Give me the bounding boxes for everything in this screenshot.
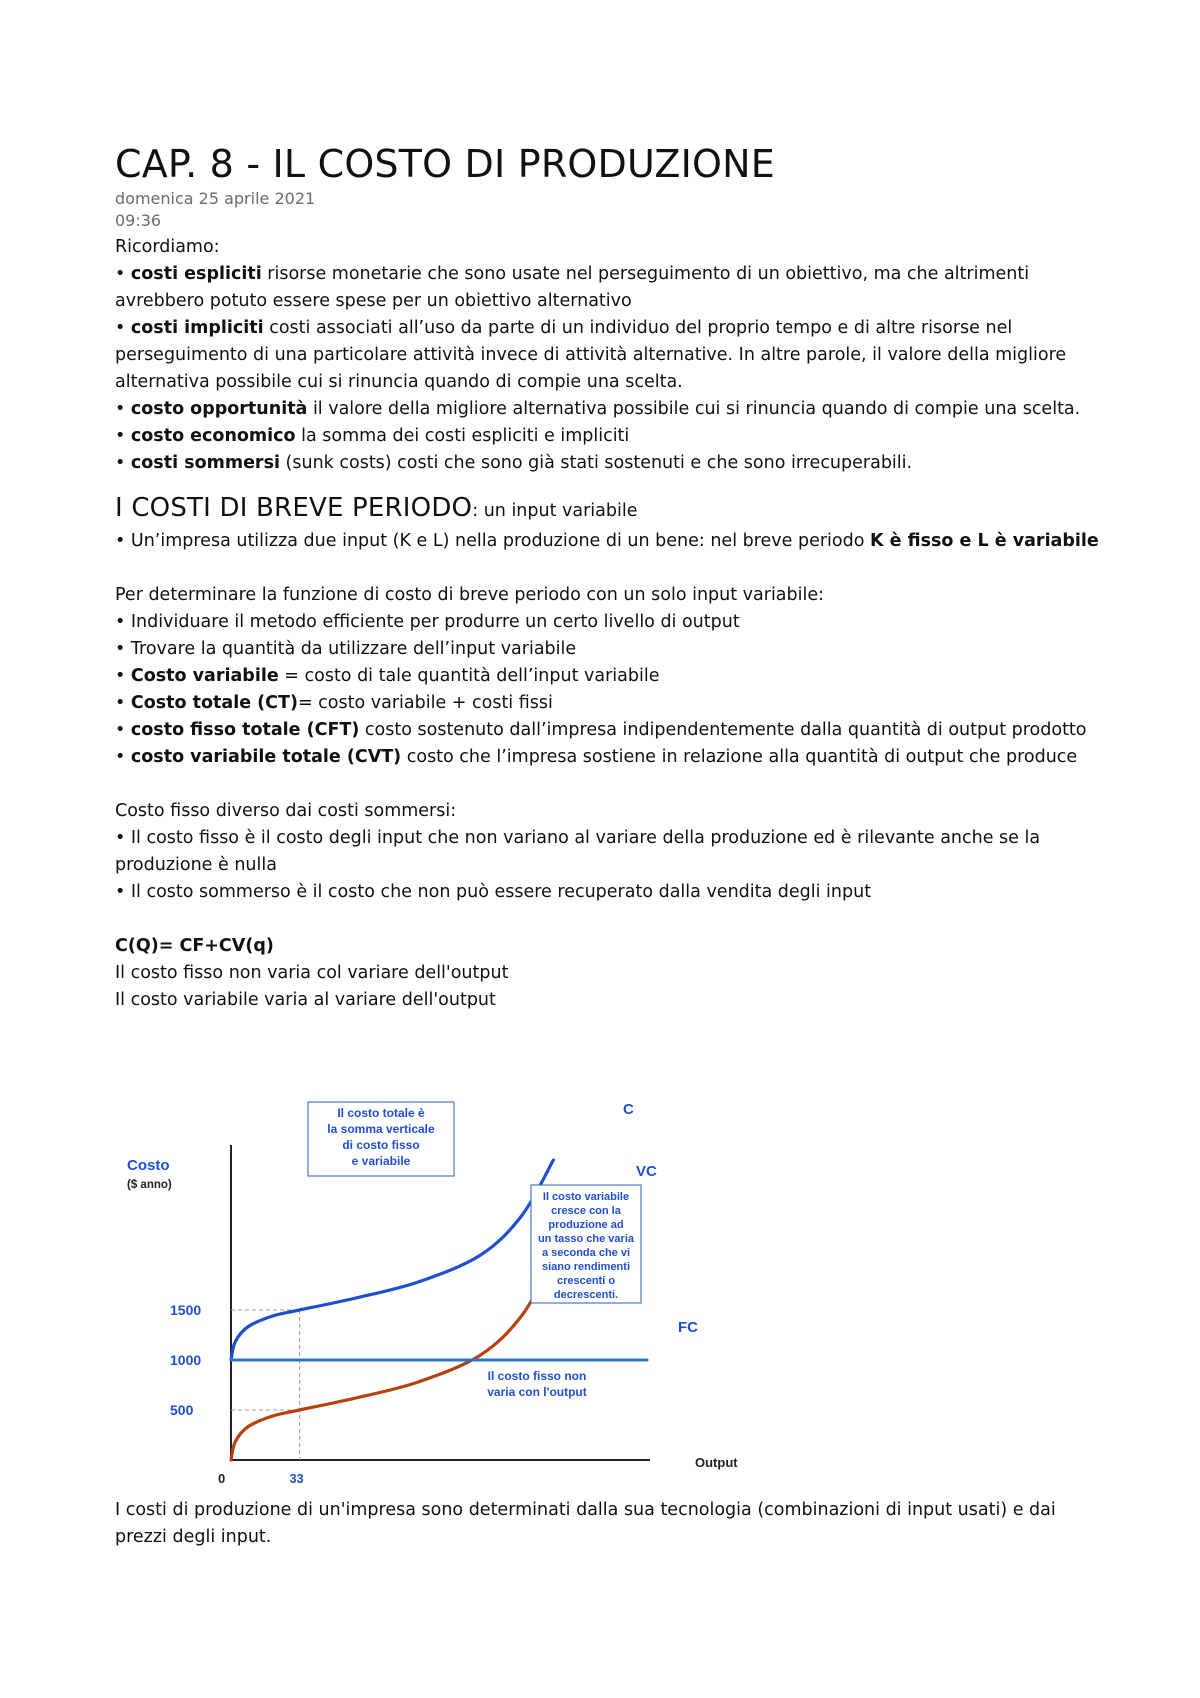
annotation-text: Il costo fisso non [487,1369,587,1383]
step-item: • Individuare il metodo efficiente per produrre un certo livello di output [115,612,740,632]
fixed-vs-sunk-item: • Il costo sommerso è il costo che non può essere recuperato dalla vendita degli input [115,882,872,902]
fixed-vs-sunk-item: • Il costo fisso è il costo degli input che non variano al variare della produzione ed è rilevante anche se la produzione è nulla [115,828,1041,875]
definition-text: costi associati all’uso da parte di un individuo del proprio tempo e di altre risorse nel perseguimento di una particolare attività invece di attività alternative. In altre parole, il valore della migliore alternativa possibile cui si rinuncia quando di compie una scelta. [115,318,1067,392]
annotation-text: Il costo totale è [337,1106,425,1120]
closing-paragraph [115,1497,1105,1551]
annotation-text: cresce con la [551,1205,621,1217]
section-bullet-bold: K è fisso e L è variabile [870,531,1099,551]
annotation-text: Il costo variabile [542,1191,630,1203]
annotation-text: varia con l'output [487,1385,587,1399]
series-label-fc: FC [678,1319,698,1336]
annotation-text: a seconda che vi [541,1247,631,1259]
formula-text: C(Q)= CF+CV(q) [115,936,274,956]
formula-equation [115,933,1105,960]
definition-term: costi sommersi [130,453,280,473]
closing-text: I costi di produzione di un'impresa sono determinati dalla sua tecnologia (combinazioni di input usati) e dai prezzi degli input. [115,1500,1056,1547]
section-bullet: • Un’impresa utilizza due input (K e L) nella produzione di un bene: nel breve periodo K è fisso e L è variabile [115,531,1099,551]
note-time: 09:36 [115,211,162,230]
series-label-c: C [623,1101,634,1118]
page-title: CAP. 8 - IL COSTO DI PRODUZIONE [115,142,775,186]
section-heading [115,491,1105,528]
definition-item: • costo economico la somma dei costi espliciti e impliciti [115,426,630,446]
step-text: = costo di tale quantità dell’input variabile [278,666,660,686]
definitions-block [115,234,1105,477]
step-text: costo sostenuto dall’impresa indipendentemente dalla quantità di output prodotto [359,720,1087,740]
definition-item: • costi espliciti risorse monetarie che sono usate nel perseguimento di un obiettivo, ma che altrimenti avrebbero potuto essere spese per un obiettivo alternativo [115,264,1030,311]
note-date: domenica 25 aprile 2021 [115,189,316,208]
annotation-text: di costo fisso [342,1138,420,1152]
step-bold: costo fisso totale (CFT) [130,720,360,740]
step-item: • Trovare la quantità da utilizzare dell’input variabile [115,639,577,659]
y-axis-unit: ($ anno) [127,1179,172,1191]
step-text: Individuare il metodo efficiente per produrre un certo livello di output [130,612,740,632]
origin-label: 0 [218,1471,226,1485]
y-tick-label: 1500 [170,1302,202,1318]
annotation-text: siano rendimenti [541,1261,631,1273]
y-tick-label: 500 [170,1402,194,1418]
definition-term: costo opportunità [130,399,308,419]
definition-text: il valore della migliore alternativa possibile cui si rinuncia quando di compie una scelta. [307,399,1081,419]
definition-text: la somma dei costi espliciti e impliciti [295,426,630,446]
section-heading-title: I COSTI DI BREVE PERIODO [115,493,473,523]
annotation-text: crescenti o [556,1275,616,1287]
step-bold: Costo variabile [130,666,279,686]
step-text: costo che l’impresa sostiene in relazione alla quantità di output che produce [401,747,1078,767]
definition-item: • costi impliciti costi associati all’uso da parte di un individuo del proprio tempo e di altre risorse nel perseguimento di una particolare attività invece di attività alternative. In altre parole, il valore della migliore alternativa possibile cui si rinuncia quando di compie una scelta. [115,318,1067,392]
steps-intro: Per determinare la funzione di costo di breve periodo con un solo input variabile: [115,585,825,605]
step-bold: costo variabile totale (CVT) [130,747,402,767]
y-tick-label: 1000 [170,1352,202,1368]
section-body [115,528,1105,1014]
definition-term: costi impliciti [130,318,264,338]
annotation-text: decrescenti. [553,1289,619,1301]
cost-chart [115,1090,755,1485]
annotation-text: la somma verticale [327,1122,435,1136]
annotation-text: e variabile [351,1154,411,1168]
definition-term: costo economico [130,426,296,446]
definition-text: (sunk costs) costi che sono già stati sostenuti e che sono irrecuperabili. [279,453,913,473]
step-text: Trovare la quantità da utilizzare dell’input variabile [130,639,577,659]
intro-text: Ricordiamo: [115,237,220,257]
series-line-c [231,1160,553,1360]
section-bullet-text: Un’impresa utilizza due input (K e L) nella produzione di un bene: nel breve periodo [130,531,871,551]
step-text: = costo variabile + costi fissi [297,693,553,713]
document-page [115,140,1105,1014]
y-axis-label: Costo [127,1157,170,1174]
fixed-vs-sunk-intro: Costo fisso diverso dai costi sommersi: [115,801,457,821]
step-item: • costo fisso totale (CFT) costo sostenuto dall’impresa indipendentemente dalla quantità di output prodotto [115,720,1087,740]
series-label-vc: VC [636,1163,657,1180]
formula-line-2: Il costo variabile varia al variare dell'output [115,990,496,1010]
x-tick-label: 33 [289,1472,304,1485]
fixed-vs-sunk-text: Il costo fisso è il costo degli input che non variano al variare della produzione ed è rilevante anche se la produzione è nulla [115,828,1041,875]
definition-text: risorse monetarie che sono usate nel perseguimento di un obiettivo, ma che altrimenti avrebbero potuto essere spese per un obiettivo alternativo [115,264,1030,311]
x-axis-label: Output [695,1455,738,1470]
definition-item: • costi sommersi (sunk costs) costi che sono già stati sostenuti e che sono irrecuperabili. [115,453,913,473]
definition-item: • costo opportunità il valore della migliore alternativa possibile cui si rinuncia quando di compie una scelta. [115,399,1081,419]
fixed-vs-sunk-text: Il costo sommerso è il costo che non può essere recuperato dalla vendita degli input [130,882,872,902]
section-heading-suffix: : un input variabile [472,501,638,521]
step-item: • costo variabile totale (CVT) costo che l’impresa sostiene in relazione alla quantità di output che produce [115,747,1078,767]
step-item: • Costo totale (CT)= costo variabile + costi fissi [115,693,553,713]
annotation-text: un tasso che varia [538,1233,634,1245]
step-item: • Costo variabile = costo di tale quantità dell’input variabile [115,666,660,686]
definition-term: costi espliciti [130,264,262,284]
annotation-text: produzione ad [548,1219,624,1231]
formula-line-1: Il costo fisso non varia col variare dell'output [115,963,509,983]
step-bold: Costo totale (CT) [130,693,298,713]
